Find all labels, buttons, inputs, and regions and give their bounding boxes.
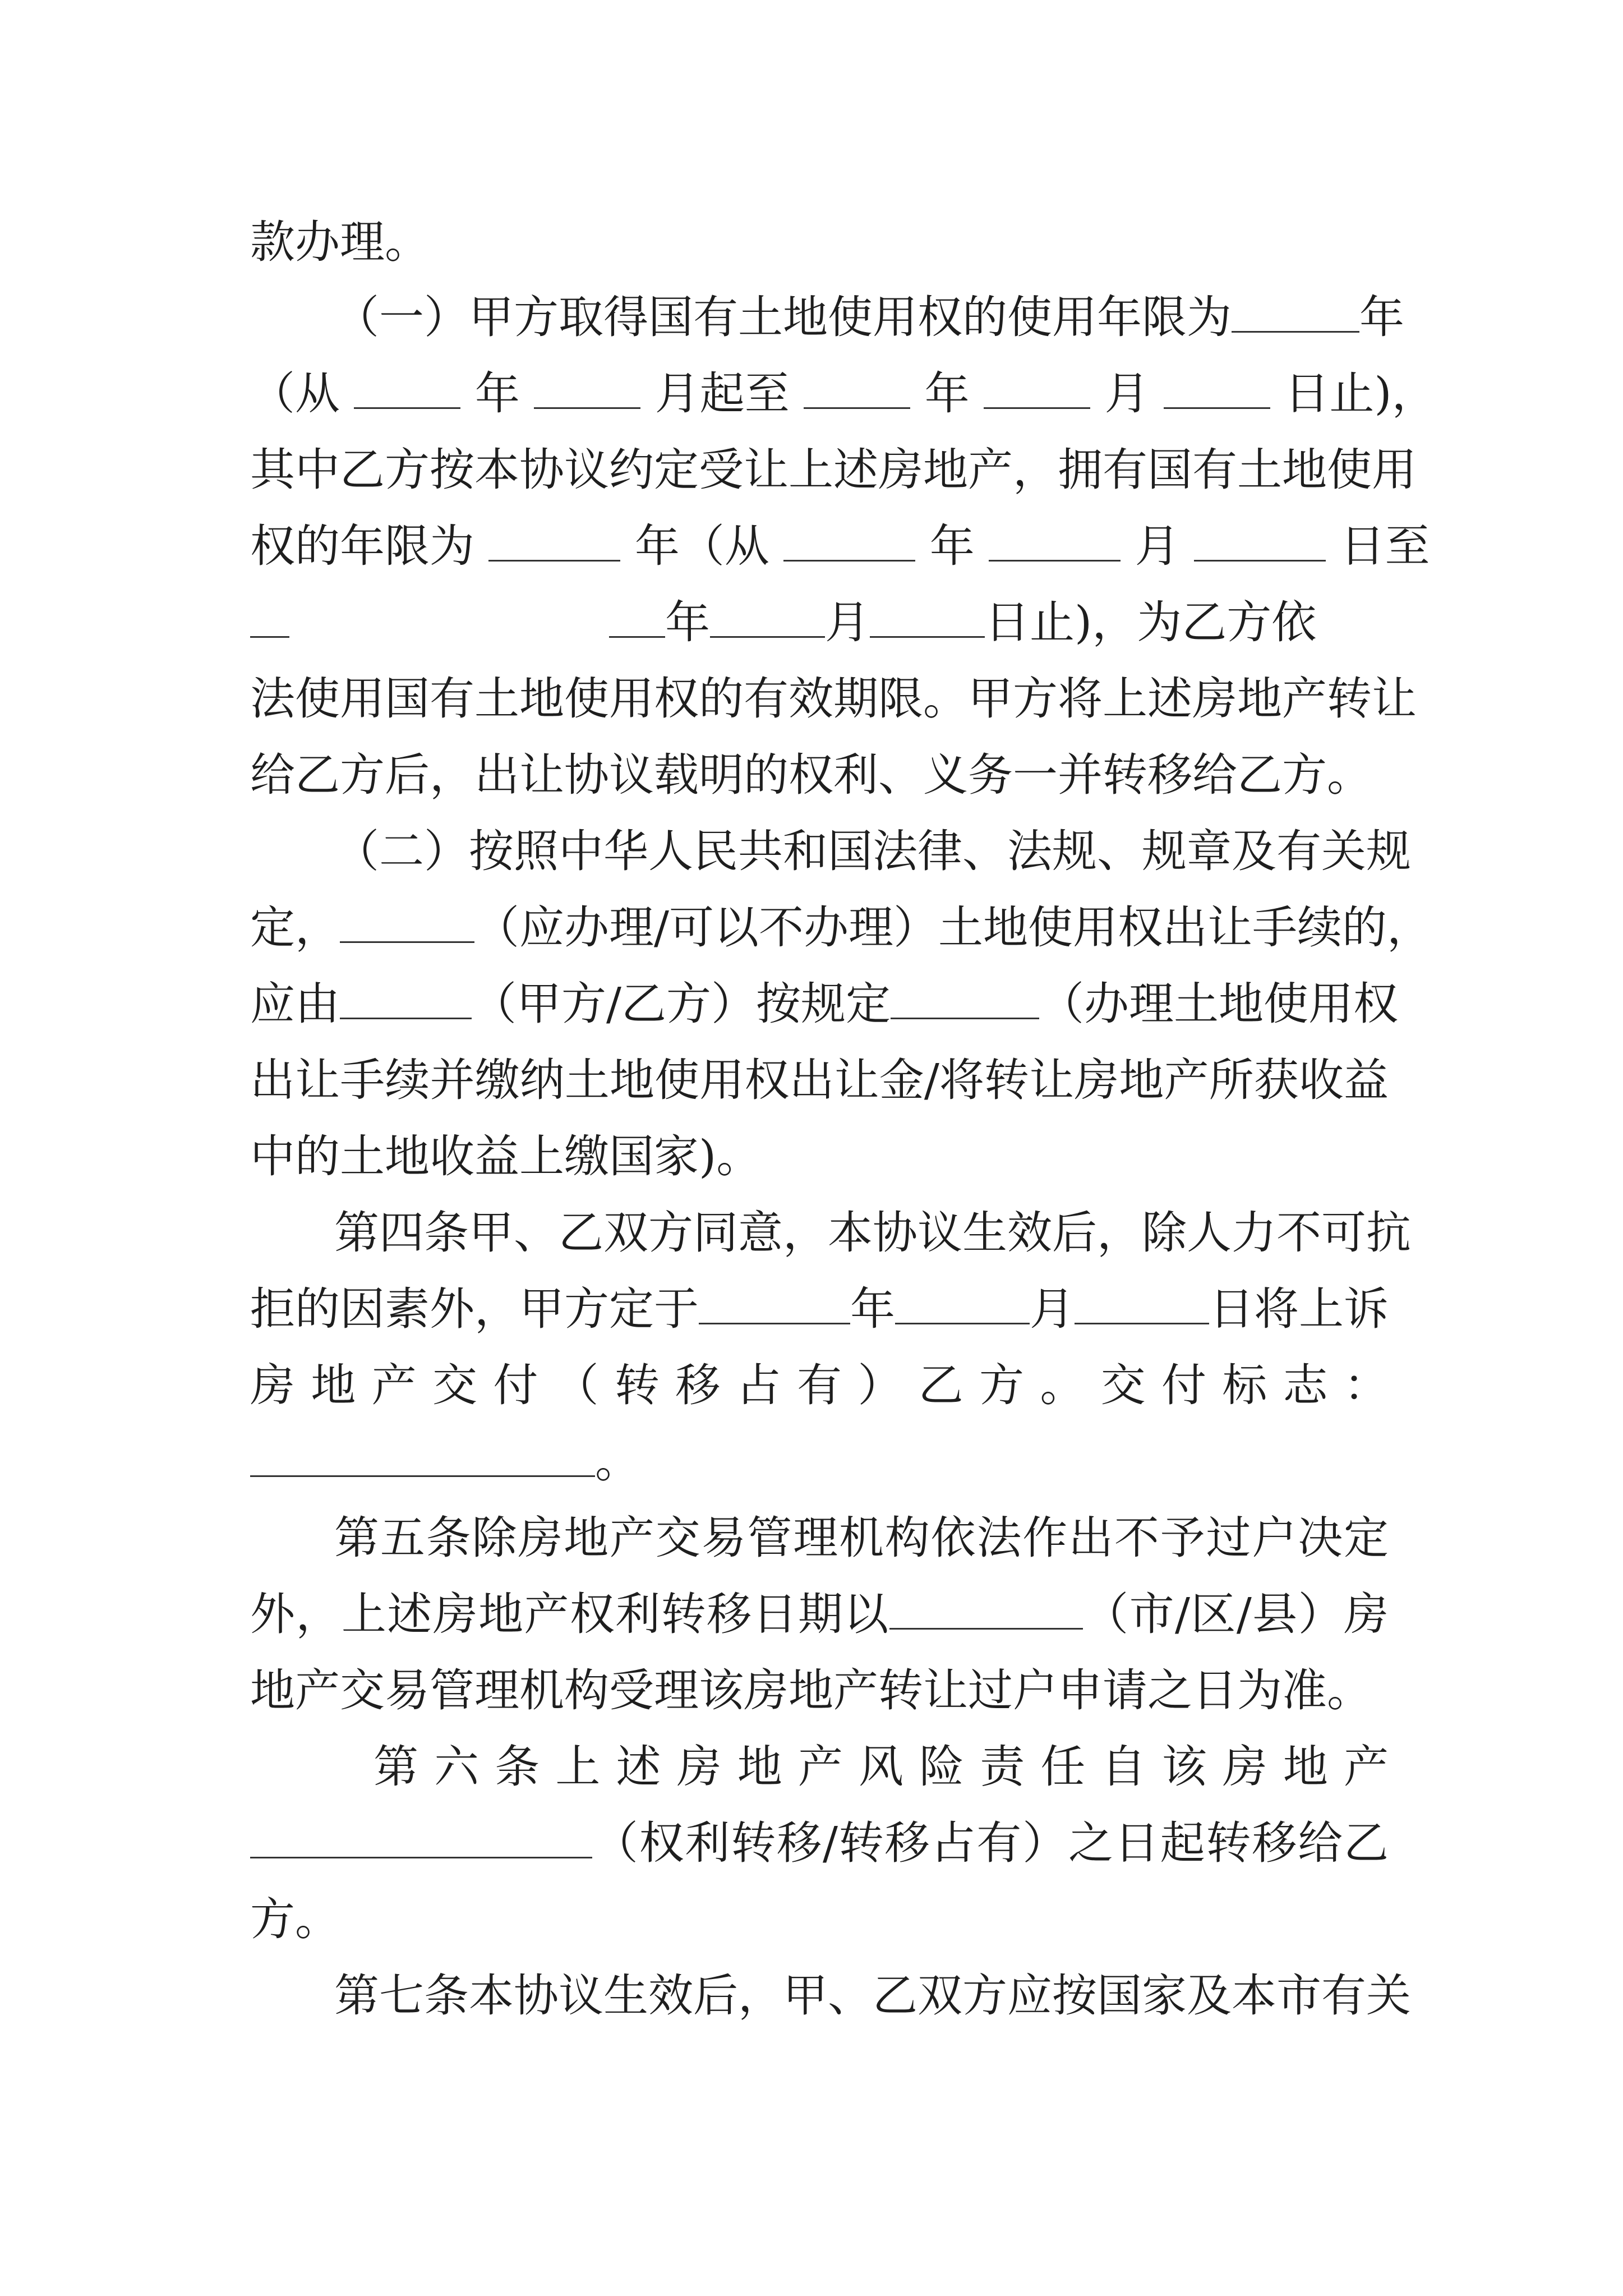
fill-blank[interactable]	[354, 375, 460, 409]
fill-blank[interactable]	[989, 527, 1121, 562]
fill-blank[interactable]	[870, 604, 985, 638]
fill-blank[interactable]	[1232, 298, 1359, 333]
fill-blank[interactable]	[609, 604, 665, 638]
fill-blank[interactable]	[250, 1443, 595, 1477]
text-line: （权利转移/转移占有）之日起转移给乙	[250, 1812, 1389, 1874]
fill-blank[interactable]	[699, 1290, 850, 1324]
text-line: 方。	[250, 1893, 340, 1945]
text-line: （一）甲方取得国有土地使用权的使用年限为 年	[334, 291, 1404, 343]
fill-blank[interactable]	[889, 1595, 1083, 1630]
text-line: 外，上述房地产权利转移日期以 （市/区/县）房	[250, 1588, 1389, 1640]
text-line: 法使用国有土地使用权的有效期限。甲方将上述房地产转让	[250, 673, 1417, 725]
text-line: 地产交易管理机构受理该房地产转让过户申请之日为准。	[250, 1664, 1372, 1717]
fill-blank[interactable]	[340, 985, 472, 1019]
text-line: （从 年 月起至 年 月 日止)，	[250, 367, 1437, 420]
text-line: 第五条除房地产交易管理机构依法作出不予过户决定	[334, 1512, 1389, 1564]
text-line: 第四条甲、乙双方同意，本协议生效后，除人力不可抗	[334, 1207, 1411, 1259]
fill-blank[interactable]	[250, 1824, 592, 1858]
fill-blank[interactable]	[783, 527, 915, 562]
text-line: 第七条本协议生效后，甲、乙双方应按国家及本市有关	[334, 1970, 1411, 2022]
fill-blank[interactable]	[710, 604, 825, 638]
fill-blank[interactable]	[1164, 375, 1270, 409]
text-line: 第六条上述房地产风险责任自该房地产	[374, 1741, 1389, 1793]
fill-blank[interactable]	[1194, 527, 1326, 562]
text-line: 给乙方后，出让协议载明的权利、义务一并转移给乙方。	[250, 749, 1372, 801]
text-line: 出让手续并缴纳土地使用权出让金/将转让房地产所获收益	[250, 1054, 1389, 1106]
fill-blank[interactable]	[895, 1290, 1030, 1324]
fill-blank[interactable]	[804, 375, 910, 409]
fill-blank[interactable]	[1075, 1290, 1209, 1324]
text-line: 年 月 日止)，为乙方依	[250, 592, 1389, 654]
text-line: 应由 （甲方/乙方）按规定 （办理土地使用权	[250, 978, 1398, 1030]
text-line: 。	[250, 1431, 1389, 1493]
fill-blank[interactable]	[534, 375, 640, 409]
fill-blank[interactable]	[488, 527, 620, 562]
text-line: 其中乙方按本协议约定受让上述房地产，拥有国有土地使用	[250, 444, 1417, 496]
text-line: （二）按照中华人民共和国法律、法规、规章及有关规	[334, 825, 1411, 877]
fill-blank[interactable]	[891, 985, 1039, 1019]
text-line: 权的年限为 年（从 年 月 日至	[250, 520, 1430, 572]
text-line: 房地产交付（转移占有）乙方。交付标志：	[250, 1359, 1389, 1411]
text-line: 定， （应办理/可以不办理）土地使用权出让手续的，	[250, 901, 1432, 954]
text-line: 中的土地收益上缴国家)。	[250, 1130, 762, 1182]
text-line: 款办理。	[250, 216, 430, 268]
fill-blank[interactable]	[250, 604, 289, 638]
text-line: 拒的因素外，甲方定于 年 月 日将上诉	[250, 1283, 1389, 1335]
fill-blank[interactable]	[340, 909, 474, 943]
fill-blank[interactable]	[984, 375, 1090, 409]
